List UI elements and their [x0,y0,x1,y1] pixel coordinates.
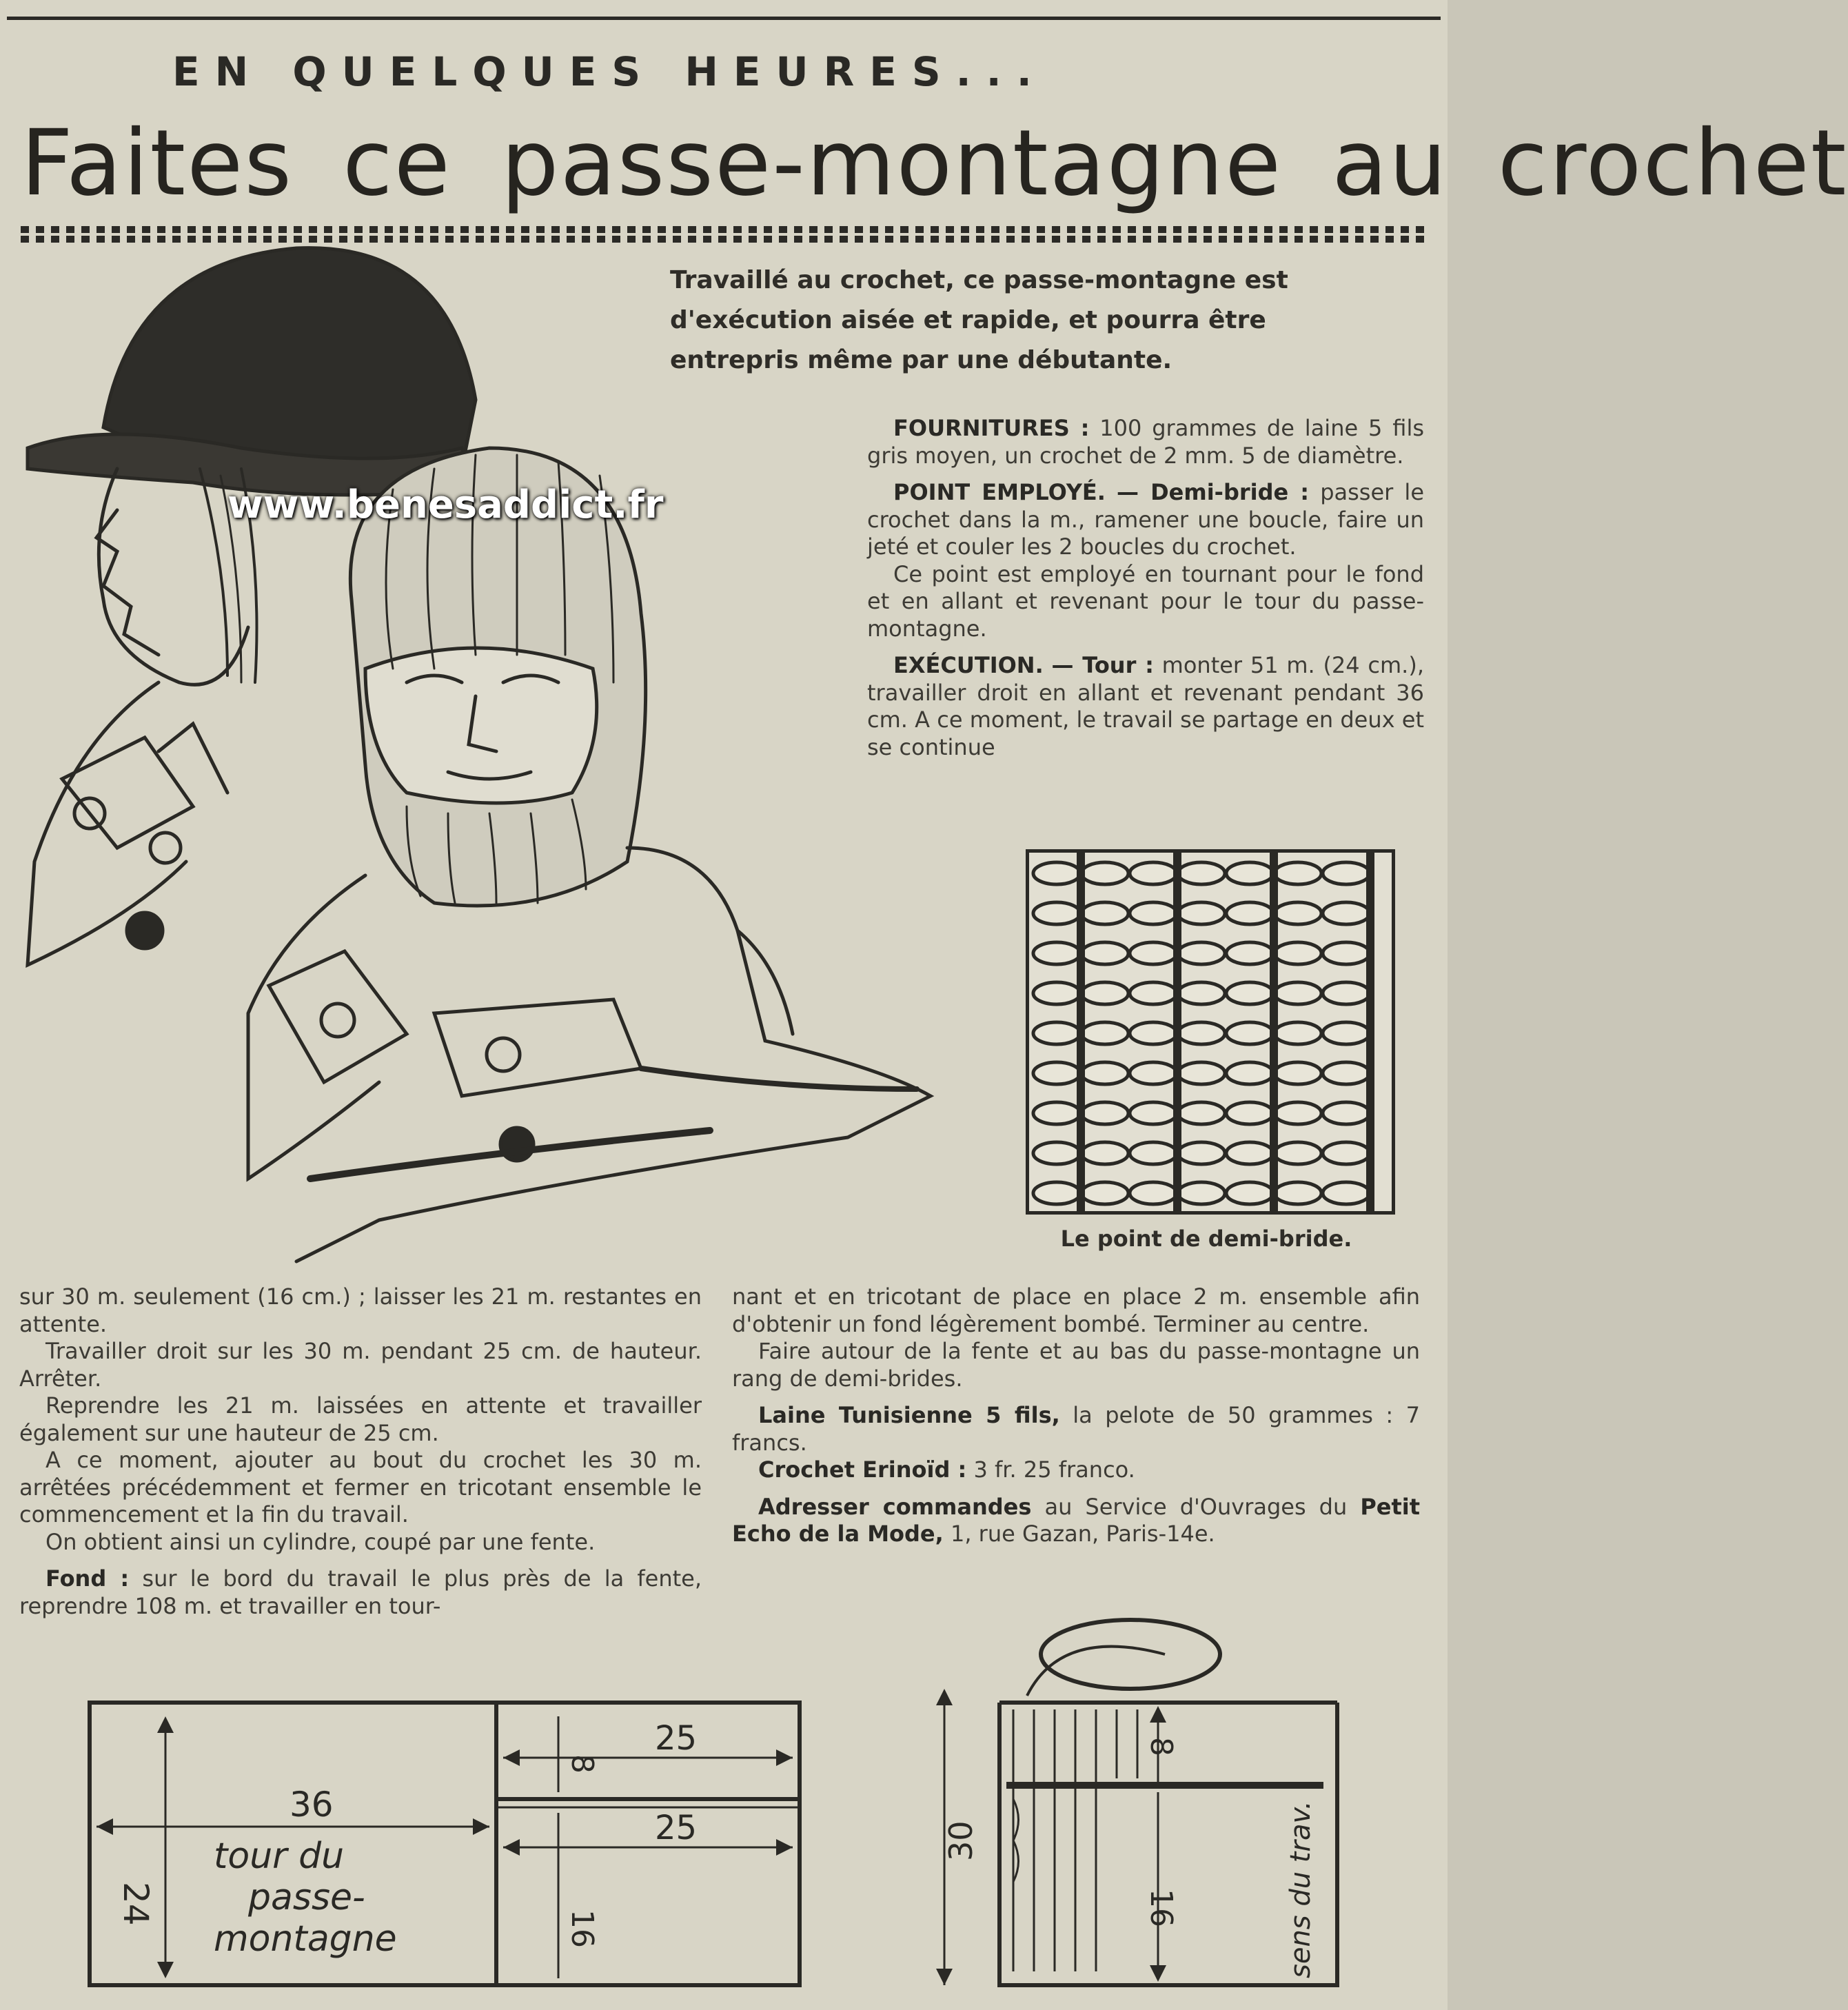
laine-label: Laine Tunisienne 5 fils, [758,1402,1060,1428]
instructions-right-column [732,1283,1420,1548]
execution-label: EXÉCUTION. [893,652,1044,678]
laine-text: la pelote de 50 grammes : 7 francs. [732,1402,1421,1456]
dotted-rule [21,226,1427,233]
dim-25a: 25 [655,1719,698,1758]
page-title: Faites ce passe-montagne au crochet [21,110,1848,216]
dim-30: 30 [942,1820,979,1861]
crochet-label: Crochet Erinoïd : [758,1456,967,1483]
point-sublabel: — Demi-bride : [1117,479,1310,505]
adresser-text-2: 1, rue Gazan, Paris-14e. [950,1521,1215,1547]
point-label: POINT EMPLOYÉ. [893,479,1106,505]
left-p2: Travailler droit sur les 30 m. pendant 25 cm. de hauteur. Arrêter. [19,1338,702,1392]
adresser-text-1: au Service d'Ouvrages du [1044,1493,1348,1520]
left-p4: A ce moment, ajouter au bout du crochet les 30 m. arrêtées précédemment et fermer en tricotant ensemble le commencement et la fin du travail. [19,1447,702,1527]
execution-text: monter 51 m. (24 cm.), travailler droit en allant et revenant pendant 36 cm. A ce moment, le travail se partage en deux et se continue [867,652,1424,760]
dim-24: 24 [116,1882,156,1926]
adresser-label: Adresser commandes [758,1493,1032,1520]
stitch-swatch-image [1026,849,1395,1215]
left-p3: Reprendre les 21 m. laissées en attente et travailler également sur une hauteur de 25 cm. [19,1392,702,1446]
crochet-text: 3 fr. 25 franco. [973,1456,1135,1483]
execution-sublabel: — Tour : [1051,652,1154,678]
instructions-left-column [19,1283,702,1620]
fournitures-text: 100 grammes de laine 5 fils gris moyen, un crochet de 2 mm. 5 de diamètre. [867,415,1425,469]
balaclava-illustration [21,241,972,1268]
right-p2: Faire autour de la fente et au bas du passe-montagne un rang de demi-brides. [732,1338,1420,1392]
dim-16-right: 16 [1144,1889,1179,1927]
dim-8-right: 8 [1144,1737,1179,1756]
watermark-text: www.benesaddict.fr [227,483,664,527]
fournitures-label: FOURNITURES : [893,415,1090,441]
swatch-caption: Le point de demi-bride. [1060,1226,1352,1252]
dim-36: 36 [290,1785,334,1825]
direction-label: sens du trav. [1285,1800,1317,1978]
right-p1: nant et en tricotant de place en place 2 m. ensemble afin d'obtenir un fond légèrement bombé. Terminer au centre. [732,1283,1420,1337]
point-text: passer le crochet dans la m., ramener une boucle, faire un jeté et couler les 2 boucles du crochet. [867,479,1424,560]
kicker-heading: EN QUELQUES HEURES... [172,48,1047,95]
fond-text: sur le bord du travail le plus près de la fente, reprendre 108 m. et travailler en tour- [19,1565,702,1619]
diagram-label-3: montagne [214,1918,397,1960]
flat-schematic-diagram [83,1689,813,1992]
dim-16: 16 [565,1909,600,1948]
dim-25b: 25 [655,1809,698,1847]
dim-8: 8 [565,1754,600,1774]
tube-schematic-diagram [924,1613,1351,1999]
intro-paragraph: Travaillé au crochet, ce passe-montagne est d'exécution aisée et rapide, et pourra être entrepris même par une débutante. [670,266,1288,374]
left-p5: On obtient ainsi un cylindre, coupé par une fente. [45,1528,596,1555]
instructions-top [867,415,1424,761]
adresser-label-2: Petit Echo de la Mode, [732,1493,1421,1547]
top-rule [7,17,1441,20]
diagram-label-2: passe- [248,1877,365,1918]
point-text-2: Ce point est employé en tournant pour le fond et en allant et revenant pour le tour du passe-montagne. [867,560,1424,642]
left-p1: sur 30 m. seulement (16 cm.) ; laisser les 21 m. restantes en attente. [19,1283,702,1337]
fond-label: Fond : [45,1565,130,1592]
diagram-label-1: tour du [214,1836,345,1877]
